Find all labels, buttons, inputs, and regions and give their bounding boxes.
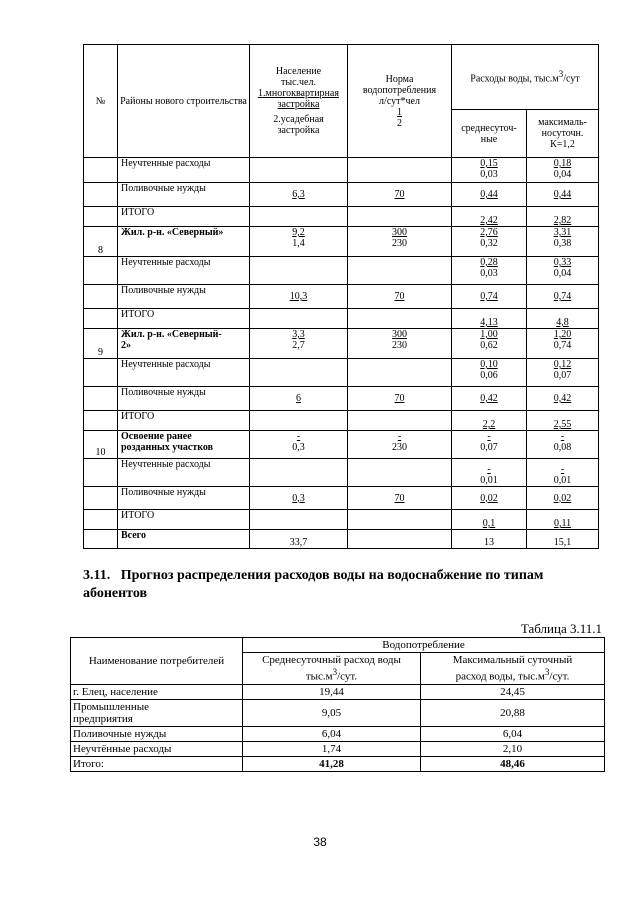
- table-header-row: [84, 45, 599, 110]
- table-row: Неучтенные расходы 0,28 0,03 0,33 0,04: [84, 257, 599, 285]
- section-heading: 3.11. Прогноз распределения расходов воды на водоснабжение по типам абонентов: [83, 568, 544, 601]
- table-total-row: Итого: 41,28 48,46: [71, 756, 605, 771]
- table-row: 10 Освоение ранее розданных участков - 0,3 - 230 - 0,07 - 0,08: [84, 431, 599, 459]
- table-row: ИТОГО 2,2 2,55: [84, 411, 599, 431]
- water-consumption-table: [83, 44, 599, 549]
- table-caption: Таблица 3.11.1: [520, 621, 602, 636]
- page-number: 38: [313, 835, 327, 849]
- table-row: Поливочные нужды 0,3 70 0,02 0,02: [84, 487, 599, 510]
- header-norm: Норма водопотребления л/сут*чел 1 2: [348, 45, 452, 158]
- table-row: Промышленные предприятия 9,05 20,88: [71, 699, 605, 726]
- table-total-row: Всего 33,7 13 15,1: [84, 530, 599, 549]
- table-row: 9 Жил. р-н. «Северный- 2» 3,3 2,7 300 230 1,00 0,62 1,20 0,74: [84, 329, 599, 359]
- table-row: Неучтенные расходы - 0,01 - 0,01: [84, 459, 599, 487]
- table-row: Поливочные нужды 6 70 0,42 0,42: [84, 387, 599, 411]
- table-subheader-row: Среднесуточный расход воды $тыс.м^3$/сут. Максимальный суточный расход воды, $тыс.м^3$/сут.: [71, 653, 605, 685]
- table-row: Неучтенные расходы 0,10 0,06 0,12 0,07: [84, 359, 599, 387]
- consumer-types-table: [70, 637, 605, 772]
- table-row: Поливочные нужды 6,04 6,04: [71, 726, 605, 741]
- table-row: ИТОГО 2,42 2,82: [84, 207, 599, 227]
- table-row: Неучтённые расходы 1,74 2,10: [71, 741, 605, 756]
- table-row: Поливочные нужды 10,3 70 0,74 0,74: [84, 285, 599, 309]
- header-max: максималь- носуточн. К=1,2: [527, 110, 599, 158]
- table-row: г. Елец, население 19,44 24,45: [71, 684, 605, 699]
- table-row: Поливочные нужды 6,3 70 0,44 0,44: [84, 183, 599, 207]
- table-row: ИТОГО 0,1 0,11: [84, 510, 599, 530]
- header-flow: Расходы воды, $тыс.м^3$/сут: [452, 45, 599, 110]
- header-district: Районы нового строительства: [118, 45, 250, 158]
- header-population: Население тыс.чел. 1.многоквартирная застройка 2.усадебная застройка: [250, 45, 348, 158]
- header-avg: среднесуточ- ные: [452, 110, 527, 158]
- table-row: ИТОГО 4,13 4,8: [84, 309, 599, 329]
- header-num: №: [84, 45, 118, 158]
- table-header-row: Наименование потребителей Водопотребление: [71, 638, 605, 653]
- table-row: 8 Жил. р-н. «Северный» 9,2 1,4 300 230 2,76 0,32 3,31 0,38: [84, 227, 599, 257]
- table-row: Неучтенные расходы 0,15 0,03 0,18 0,04: [84, 158, 599, 183]
